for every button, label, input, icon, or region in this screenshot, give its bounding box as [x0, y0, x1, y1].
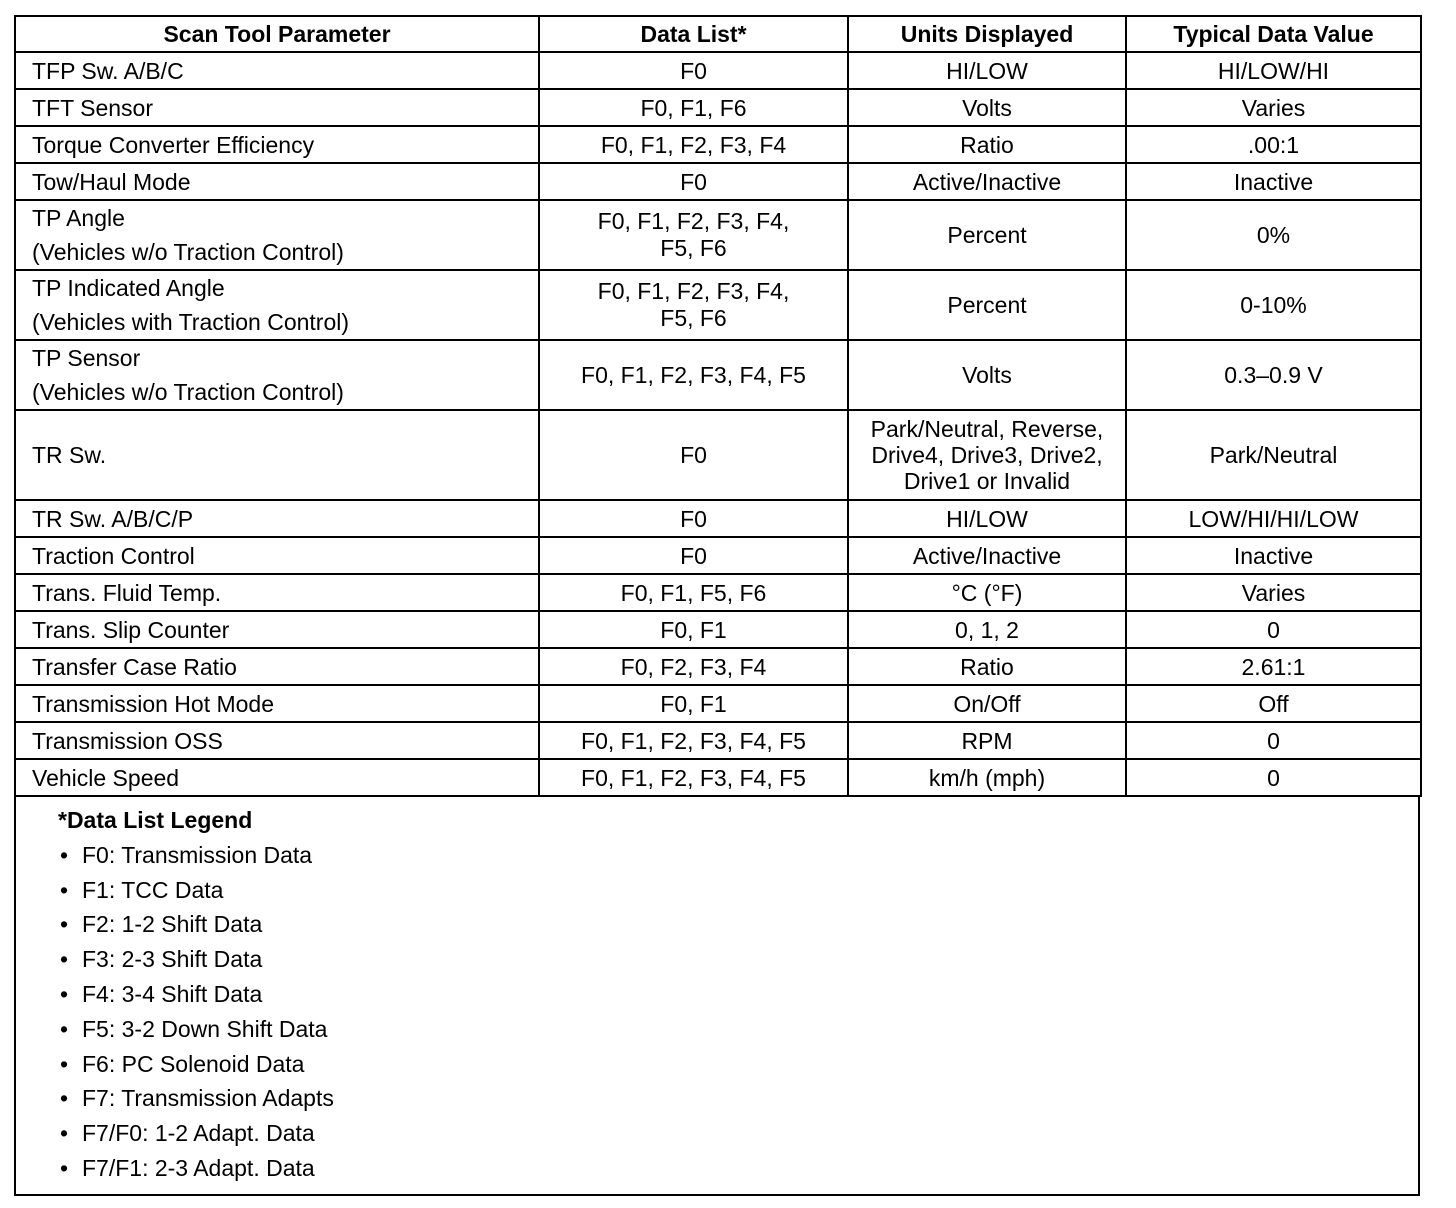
cell-data-list-line: F0, F1 — [660, 616, 727, 643]
header-data-list: Data List* — [539, 16, 848, 52]
cell-data-list — [539, 89, 848, 126]
legend-item — [58, 907, 1418, 942]
cell-units — [848, 500, 1126, 537]
cell-data-list — [539, 722, 848, 759]
cell-parameter-line: TFP Sw. A/B/C — [32, 57, 184, 84]
table-header-row — [15, 16, 1421, 52]
cell-parameter-line: Transfer Case Ratio — [32, 653, 237, 680]
table-row — [15, 537, 1421, 574]
legend-item-text: F7/F0: 1-2 Adapt. Data — [82, 1120, 315, 1147]
table-row — [15, 685, 1421, 722]
legend-item-text: F7: Transmission Adapts — [82, 1085, 334, 1112]
cell-parameter-line: (Vehicles w/o Traction Control) — [32, 379, 344, 405]
scan-tool-data-table — [14, 15, 1422, 797]
cell-data-list-line: F0 — [680, 168, 707, 195]
cell-parameter — [15, 574, 539, 611]
cell-typical-value: 0 — [1126, 722, 1421, 759]
cell-parameter-line: TP Angle — [32, 205, 125, 231]
table-row — [15, 270, 1421, 340]
cell-data-list — [539, 759, 848, 796]
cell-parameter — [15, 340, 539, 410]
cell-units — [848, 574, 1126, 611]
cell-units — [848, 340, 1126, 410]
cell-parameter — [15, 410, 539, 500]
cell-data-list-line: F0, F1, F2, F3, F4, F5 — [581, 727, 806, 754]
cell-data-list-line: F0 — [680, 57, 707, 84]
bullet-icon: • — [60, 1120, 69, 1147]
table-row — [15, 126, 1421, 163]
cell-parameter — [15, 648, 539, 685]
cell-units — [848, 685, 1126, 722]
cell-units — [848, 126, 1126, 163]
cell-parameter-line: TR Sw. — [32, 442, 107, 468]
bullet-icon: • — [60, 1015, 69, 1042]
cell-typical-value: Park/Neutral — [1126, 410, 1421, 500]
cell-typical-value: Varies — [1126, 89, 1421, 126]
table-row — [15, 500, 1421, 537]
cell-parameter-line: Torque Converter Efficiency — [32, 131, 315, 158]
cell-units-line: Drive1 or Invalid — [903, 468, 1071, 494]
table-row — [15, 574, 1421, 611]
cell-parameter — [15, 89, 539, 126]
cell-parameter-line: Vehicle Speed — [32, 764, 180, 791]
cell-data-list-line: F0, F2, F3, F4 — [620, 653, 767, 680]
cell-parameter-line: TR Sw. A/B/C/P — [32, 505, 194, 532]
cell-parameter-line: TP Sensor — [32, 345, 141, 371]
table-row — [15, 410, 1421, 500]
legend-item — [58, 838, 1418, 873]
cell-units — [848, 648, 1126, 685]
cell-typical-value: 0-10% — [1126, 270, 1421, 340]
cell-parameter — [15, 685, 539, 722]
legend-item-text: F4: 3-4 Shift Data — [82, 980, 263, 1007]
bullet-icon: • — [60, 876, 69, 903]
cell-units — [848, 537, 1126, 574]
header-scan-tool-parameter: Scan Tool Parameter — [15, 16, 539, 52]
cell-data-list-line: F0 — [680, 442, 707, 468]
cell-units-line: Volts — [962, 362, 1012, 388]
cell-units-line: RPM — [961, 727, 1013, 754]
cell-units-line: Volts — [962, 94, 1012, 121]
cell-data-list — [539, 340, 848, 410]
bullet-icon: • — [60, 980, 69, 1007]
legend-item-text: F2: 1-2 Shift Data — [82, 911, 263, 938]
cell-data-list — [539, 126, 848, 163]
cell-parameter-line: Transmission OSS — [32, 727, 223, 754]
data-list-legend — [14, 797, 1420, 1196]
cell-typical-value: Varies — [1126, 574, 1421, 611]
cell-units — [848, 163, 1126, 200]
cell-typical-value: 0 — [1126, 759, 1421, 796]
cell-units-line: On/Off — [953, 690, 1021, 717]
legend-item-text: F0: Transmission Data — [82, 841, 313, 868]
cell-units-line: 0, 1, 2 — [955, 616, 1019, 643]
cell-parameter-line: (Vehicles w/o Traction Control) — [32, 239, 344, 265]
bullet-icon: • — [60, 1154, 69, 1181]
cell-parameter-line: TP Indicated Angle — [32, 275, 225, 301]
header-units-displayed: Units Displayed — [848, 16, 1126, 52]
cell-data-list-line: F0 — [680, 505, 707, 532]
legend-item — [58, 873, 1418, 908]
table-row — [15, 611, 1421, 648]
cell-data-list-line: F0, F1 — [660, 690, 727, 717]
cell-parameter-line: (Vehicles with Traction Control) — [32, 309, 350, 335]
cell-parameter — [15, 611, 539, 648]
table-body — [15, 52, 1421, 796]
table-row — [15, 200, 1421, 270]
cell-units — [848, 200, 1126, 270]
cell-units-line: km/h (mph) — [928, 764, 1046, 791]
header-typical-data-value: Typical Data Value — [1126, 16, 1421, 52]
cell-typical-value: HI/LOW/HI — [1126, 52, 1421, 89]
cell-units-line: Percent — [947, 292, 1027, 318]
legend-item — [58, 1151, 1418, 1186]
cell-units-line: Ratio — [960, 131, 1014, 158]
legend-item — [58, 942, 1418, 977]
cell-data-list-line: F0 — [680, 542, 707, 569]
cell-data-list — [539, 574, 848, 611]
cell-units — [848, 410, 1126, 500]
cell-units — [848, 270, 1126, 340]
cell-data-list-line: F0, F1, F6 — [640, 94, 747, 121]
bullet-icon: • — [60, 1050, 69, 1077]
bullet-icon: • — [60, 946, 69, 973]
cell-data-list-line: F0, F1, F2, F3, F4, F5 — [581, 362, 806, 388]
cell-units-line: Drive4, Drive3, Drive2, — [871, 442, 1103, 468]
cell-data-list — [539, 537, 848, 574]
cell-parameter-line: TFT Sensor — [32, 94, 153, 121]
table-row — [15, 89, 1421, 126]
cell-typical-value: Inactive — [1126, 537, 1421, 574]
scan-tool-data-document — [14, 15, 1420, 1196]
cell-typical-value: 0 — [1126, 611, 1421, 648]
legend-item-text: F3: 2-3 Shift Data — [82, 946, 263, 973]
table-row — [15, 759, 1421, 796]
cell-parameter-line: Transmission Hot Mode — [32, 690, 275, 717]
cell-parameter — [15, 759, 539, 796]
cell-data-list — [539, 52, 848, 89]
cell-parameter-line: Traction Control — [32, 542, 195, 569]
legend-item — [58, 977, 1418, 1012]
legend-item-text: F1: TCC Data — [82, 876, 224, 903]
cell-typical-value: 2.61:1 — [1126, 648, 1421, 685]
cell-data-list — [539, 200, 848, 270]
cell-units-line: Percent — [947, 222, 1027, 248]
cell-parameter-line: Trans. Fluid Temp. — [32, 579, 222, 606]
cell-parameter-line: Trans. Slip Counter — [32, 616, 230, 643]
table-row — [15, 52, 1421, 89]
cell-typical-value: Off — [1126, 685, 1421, 722]
cell-parameter — [15, 163, 539, 200]
cell-parameter — [15, 52, 539, 89]
cell-typical-value: LOW/HI/HI/LOW — [1126, 500, 1421, 537]
cell-parameter — [15, 200, 539, 270]
cell-units — [848, 89, 1126, 126]
cell-typical-value: 0% — [1126, 200, 1421, 270]
cell-units-line: HI/LOW — [946, 57, 1028, 84]
cell-units-line: Ratio — [960, 653, 1014, 680]
table-row — [15, 340, 1421, 410]
bullet-icon: • — [60, 911, 69, 938]
legend-item — [58, 1081, 1418, 1116]
cell-units — [848, 759, 1126, 796]
cell-data-list — [539, 611, 848, 648]
cell-units-line: Active/Inactive — [912, 542, 1062, 569]
cell-data-list-line: F0, F1, F2, F3, F4, — [597, 208, 790, 234]
cell-data-list-line: F5, F6 — [660, 305, 727, 331]
cell-parameter — [15, 537, 539, 574]
legend-item — [58, 1012, 1418, 1047]
cell-data-list — [539, 685, 848, 722]
legend-item — [58, 1047, 1418, 1082]
cell-parameter-line: Tow/Haul Mode — [32, 168, 191, 195]
cell-units-line: Park/Neutral, Reverse, — [870, 416, 1104, 442]
cell-data-list-line: F5, F6 — [660, 235, 727, 261]
cell-data-list — [539, 500, 848, 537]
cell-units-line: Active/Inactive — [912, 168, 1062, 195]
cell-data-list — [539, 270, 848, 340]
cell-data-list-line: F0, F1, F2, F3, F4, F5 — [581, 764, 806, 791]
cell-units — [848, 722, 1126, 759]
cell-parameter — [15, 500, 539, 537]
cell-data-list-line: F0, F1, F2, F3, F4, — [597, 278, 790, 304]
table-row — [15, 163, 1421, 200]
cell-parameter — [15, 126, 539, 163]
table-row — [15, 648, 1421, 685]
cell-typical-value: Inactive — [1126, 163, 1421, 200]
legend-title: *Data List Legend — [58, 807, 253, 833]
cell-data-list-line: F0, F1, F2, F3, F4 — [600, 131, 787, 158]
cell-units — [848, 52, 1126, 89]
cell-typical-value: 0.3–0.9 V — [1126, 340, 1421, 410]
table-row — [15, 722, 1421, 759]
cell-data-list-line: F0, F1, F5, F6 — [620, 579, 767, 606]
legend-list — [58, 838, 1418, 1186]
legend-item-text: F5: 3-2 Down Shift Data — [82, 1015, 328, 1042]
cell-data-list — [539, 163, 848, 200]
cell-typical-value: .00:1 — [1126, 126, 1421, 163]
cell-parameter — [15, 270, 539, 340]
cell-data-list — [539, 648, 848, 685]
legend-item-text: F7/F1: 2-3 Adapt. Data — [82, 1154, 315, 1181]
legend-item-text: F6: PC Solenoid Data — [82, 1050, 305, 1077]
legend-item — [58, 1116, 1418, 1151]
bullet-icon: • — [60, 841, 69, 868]
cell-units-line: HI/LOW — [946, 505, 1028, 532]
cell-data-list — [539, 410, 848, 500]
bullet-icon: • — [60, 1085, 69, 1112]
cell-units-line: °C (°F) — [951, 579, 1023, 606]
cell-parameter — [15, 722, 539, 759]
cell-units — [848, 611, 1126, 648]
